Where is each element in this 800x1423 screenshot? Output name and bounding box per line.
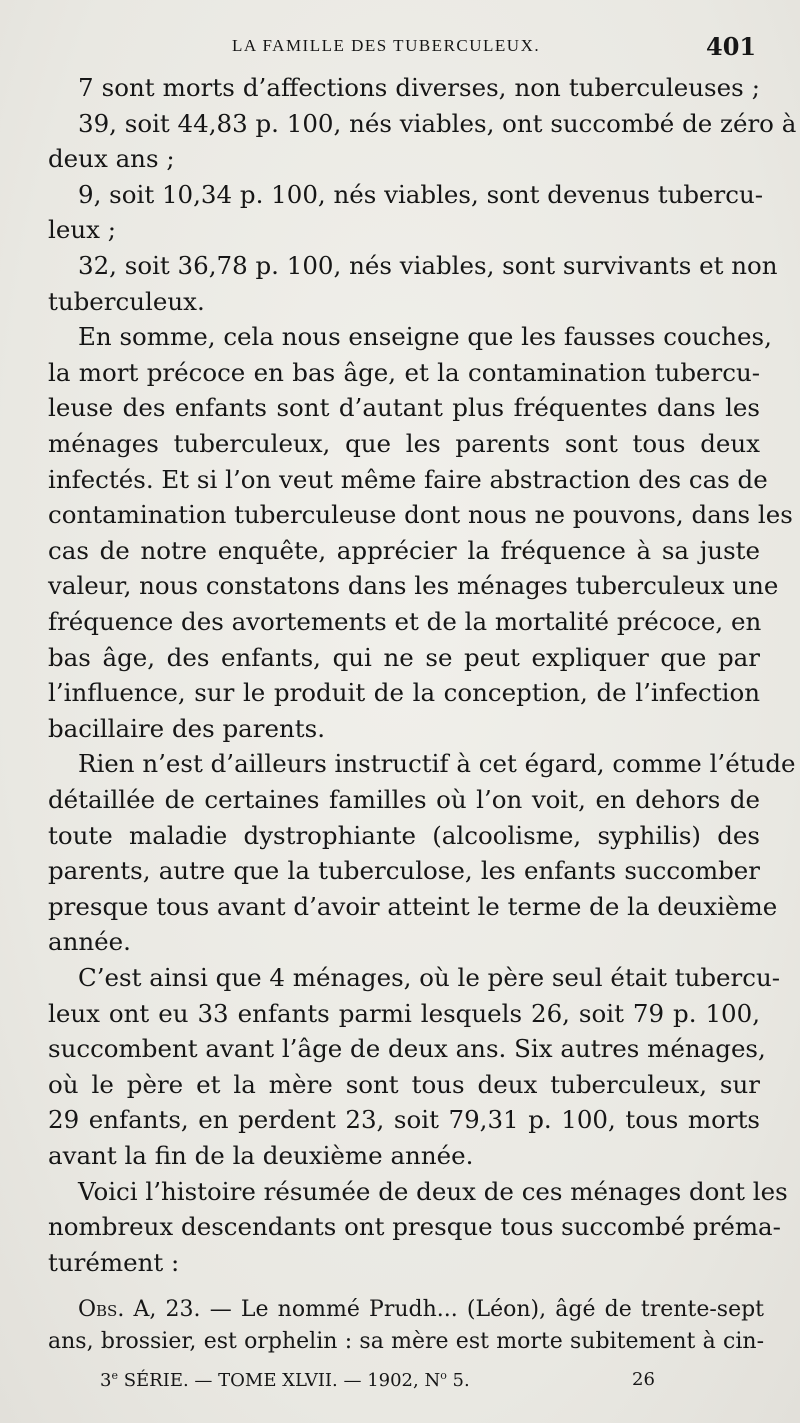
text-line: Rien n’est d’ailleurs instructif à cet égard, comme l’étude	[78, 749, 796, 779]
text-line: avant la fin de la deuxième année.	[48, 1141, 474, 1170]
page-header	[0, 34, 800, 62]
text-line: turément :	[48, 1247, 180, 1277]
text-line: leuse des enfants sont d’autant plus fréquentes dans les	[48, 393, 760, 423]
text-line: bacillaire des parents.	[48, 713, 325, 743]
text-line: En somme, cela nous enseigne que les fausses couches,	[78, 322, 772, 352]
text-line: année.	[48, 927, 131, 957]
obs-line	[78, 1293, 764, 1327]
running-head: LA FAMILLE DES TUBERCULEUX.	[232, 36, 541, 55]
text-line: nombreux descendants ont presque tous succombé préma-	[48, 1212, 781, 1242]
page-number: 401	[706, 32, 757, 61]
text-line: leux ont eu 33 enfants parmi lesquels 26, soit 79 p. 100,	[48, 998, 760, 1028]
text-line: la mort précoce en bas âge, et la contamination tubercu-	[48, 357, 760, 387]
text-line: Voici l’histoire résumée de deux de ces ménages dont les	[78, 1176, 788, 1206]
page-footer	[0, 1369, 800, 1399]
obs-label: Obs. A, 23.	[78, 1296, 201, 1322]
obs-line: ans, brossier, est orphelin : sa mère est morte subitement à cin-	[48, 1328, 764, 1354]
text-line: l’influence, sur le produit de la conception, de l’infection	[48, 678, 760, 708]
text-line: 39, soit 44,83 p. 100, nés viables, ont succombé de zéro à	[78, 108, 797, 138]
text-line: C’est ainsi que 4 ménages, où le père seul était tubercu-	[78, 963, 781, 992]
text-line: où le père et la mère sont tous deux tuberculeux, sur	[48, 1069, 760, 1099]
text-line: détaillée de certaines familles où l’on voit, en dehors de	[48, 785, 760, 814]
text-line: infectés. Et si l’on veut même faire abstraction des cas de	[48, 464, 768, 494]
text-line: succombent avant l’âge de deux ans. Six autres ménages,	[48, 1034, 766, 1064]
text-line: contamination tuberculeuse dont nous ne pouvons, dans les	[48, 500, 793, 530]
text-line: deux ans ;	[48, 144, 175, 174]
text-line: parents, autre que la tuberculose, les enfants succomber	[48, 856, 760, 886]
text-line: bas âge, des enfants, qui ne se peut expliquer que par	[48, 642, 760, 672]
text-line: cas de notre enquête, apprécier la fréquence à sa juste	[48, 535, 760, 565]
text-line: 29 enfants, en perdent 23, soit 79,31 p. 100, tous morts	[48, 1105, 760, 1135]
text-line: presque tous avant d’avoir atteint le terme de la deuxième	[48, 891, 778, 921]
footer-series: 3e SÉRIE. — TOME XLVII. — 1902, $N^o$ 5.	[100, 1368, 470, 1391]
text-line: 32, soit 36,78 p. 100, nés viables, sont survivants et non	[78, 251, 778, 280]
text-line: 7 sont morts d’affections diverses, non tuberculeuses ;	[78, 73, 760, 102]
text-line: valeur, nous constatons dans les ménages tuberculeux une	[48, 571, 779, 601]
signature-mark: 26	[632, 1368, 655, 1390]
text-line: leux ;	[48, 215, 116, 245]
text-line: fréquence des avortements et de la mortalité précoce, en	[48, 607, 762, 636]
text-line: toute maladie dystrophiante (alcoolisme, syphilis) des	[48, 820, 760, 850]
text-line: ménages tuberculeux, que les parents sont tous deux	[48, 429, 760, 458]
obs-text: — Le nommé Prudh... (Léon), âgé de trente-sept	[200, 1296, 765, 1322]
text-line: 9, soit 10,34 p. 100, nés viables, sont devenus tubercu-	[78, 179, 764, 209]
text-line: tuberculeux.	[48, 286, 205, 316]
